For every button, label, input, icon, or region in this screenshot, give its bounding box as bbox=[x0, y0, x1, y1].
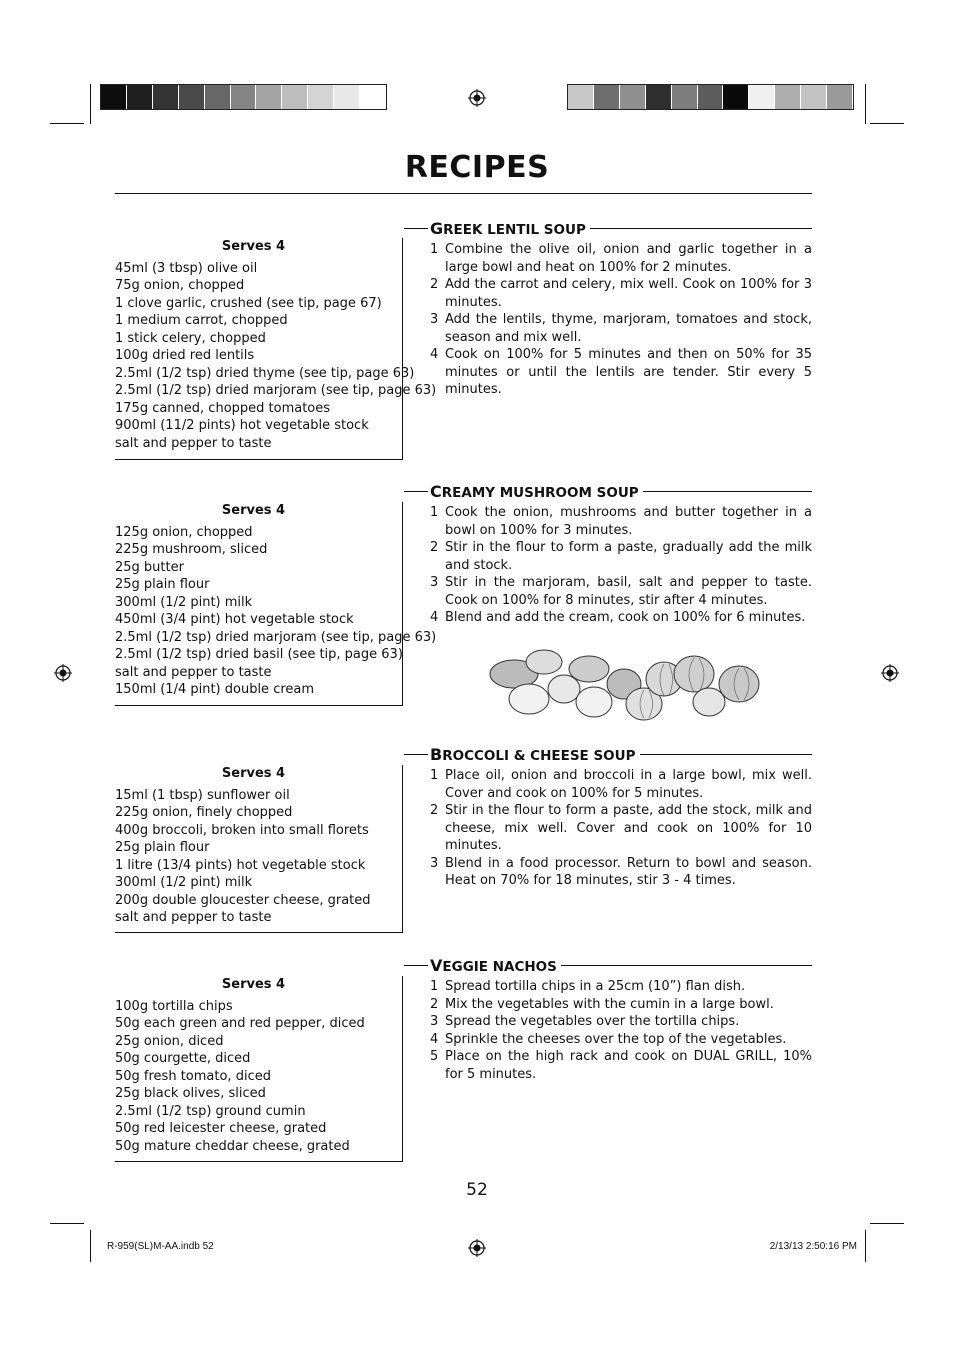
recipe-title-text bbox=[430, 745, 640, 764]
ingredient-list bbox=[115, 787, 402, 927]
ingredient-item: 50g red leicester cheese, grated bbox=[115, 1121, 327, 1136]
recipe-title-initial: G bbox=[430, 219, 444, 238]
color-swatch bbox=[205, 85, 231, 109]
ingredient-item: 300ml (1/2 pint) milk bbox=[115, 875, 253, 890]
crop-mark bbox=[870, 1223, 904, 1224]
recipe-title-rest: EGGIE NACHOS bbox=[442, 959, 557, 975]
ingredient-list bbox=[115, 260, 437, 453]
recipe-title bbox=[430, 746, 812, 764]
method-steps bbox=[430, 767, 812, 890]
recipe-title-text bbox=[430, 219, 590, 238]
ingredients-box bbox=[115, 976, 403, 1162]
ingredient-item: 1 stick celery, chopped bbox=[115, 330, 266, 346]
crop-mark bbox=[870, 123, 904, 124]
ingredient-item: 300ml (1/2 pint) milk bbox=[115, 594, 253, 610]
serves-label: Serves 4 bbox=[221, 503, 286, 518]
ingredient-item: 900ml (11/2 pints) hot vegetable stock bbox=[115, 418, 369, 433]
ingredient-item: 2.5ml (1/2 tsp) dried thyme (see tip, page 63) bbox=[115, 365, 415, 381]
method-step bbox=[430, 855, 812, 890]
color-swatch bbox=[127, 85, 153, 109]
step-number: 4 bbox=[430, 347, 439, 362]
ingredient-list bbox=[115, 998, 402, 1156]
step-text: Add the carrot and celery, mix well. Cook on 100% for 3 minutes. bbox=[445, 277, 812, 310]
ingredient-item: 2.5ml (1/2 tsp) dried marjoram (see tip, page 63) bbox=[115, 383, 437, 398]
recipe-title-rest: REAMY MUSHROOM SOUP bbox=[441, 485, 639, 501]
ingredients-box bbox=[115, 502, 437, 706]
step-text: Stir in the flour to form a paste, add the stock, milk and cheese, mix well. Cover and cook on 100% for 10 minutes. bbox=[445, 803, 812, 853]
step-number: 1 bbox=[430, 242, 439, 257]
ingredient-item: 25g plain flour bbox=[115, 840, 210, 855]
ingredient-item: salt and pepper to taste bbox=[115, 910, 272, 925]
ingredient-item: 225g mushroom, sliced bbox=[115, 542, 268, 557]
recipe-title-rest: REEK LENTIL SOUP bbox=[443, 222, 586, 238]
method-section bbox=[430, 220, 812, 399]
color-swatch bbox=[256, 85, 282, 109]
ingredient-item: 50g courgette, diced bbox=[115, 1051, 251, 1066]
method-step bbox=[430, 276, 812, 311]
step-text: Stir in the marjoram, basil, salt and pepper to taste. Cook on 100% for 8 minutes, stir after 4 minutes. bbox=[445, 575, 812, 608]
crop-mark bbox=[90, 84, 91, 124]
method-section bbox=[430, 957, 812, 1083]
title-divider bbox=[115, 193, 812, 194]
method-step bbox=[430, 539, 812, 574]
method-step bbox=[430, 1048, 812, 1083]
ingredient-item: 2.5ml (1/2 tsp) dried basil (see tip, page 63) bbox=[115, 647, 403, 662]
footer-file-info: R-959(SL)M-AA.indb 52 bbox=[107, 1241, 214, 1252]
color-swatch bbox=[360, 85, 386, 109]
crop-mark bbox=[865, 84, 866, 124]
ingredients-box bbox=[115, 238, 437, 460]
registration-mark-icon bbox=[468, 89, 486, 107]
method-step bbox=[430, 978, 812, 996]
step-text: Mix the vegetables with the cumin in a large bowl. bbox=[445, 996, 774, 1012]
step-number: 3 bbox=[430, 312, 439, 327]
crop-mark bbox=[50, 1223, 84, 1224]
step-number: 2 bbox=[430, 803, 439, 818]
method-section bbox=[430, 483, 812, 627]
ingredients-box bbox=[115, 765, 403, 933]
step-text: Spread tortilla chips in a 25cm (10”) flan dish. bbox=[445, 979, 746, 994]
color-swatch bbox=[594, 85, 620, 109]
recipe-title bbox=[430, 220, 812, 238]
recipe-title-initial: V bbox=[430, 956, 443, 975]
ingredient-item: 100g tortilla chips bbox=[115, 998, 233, 1014]
method-section bbox=[430, 746, 812, 890]
step-number: 4 bbox=[430, 1031, 439, 1047]
method-step bbox=[430, 996, 812, 1014]
step-text: Combine the olive oil, onion and garlic together in a large bowl and heat on 100% for 2 minutes. bbox=[445, 242, 812, 275]
ingredient-item: 45ml (3 tbsp) olive oil bbox=[115, 260, 258, 276]
registration-mark-icon bbox=[54, 664, 72, 682]
serves-label: Serves 4 bbox=[221, 766, 286, 781]
ingredient-item: 75g onion, chopped bbox=[115, 278, 245, 293]
ingredient-item: 1 clove garlic, crushed (see tip, page 67) bbox=[115, 295, 382, 311]
crop-mark bbox=[865, 1230, 866, 1262]
ingredient-item: 2.5ml (1/2 tsp) dried marjoram (see tip, page 63) bbox=[115, 629, 437, 645]
color-swatch bbox=[672, 85, 698, 109]
step-text: Sprinkle the cheeses over the top of the vegetables. bbox=[445, 1031, 787, 1047]
page-number: 52 bbox=[466, 1180, 488, 1200]
ingredient-item: 1 litre (13/4 pints) hot vegetable stock bbox=[115, 857, 366, 873]
recipe-title-text bbox=[430, 482, 643, 501]
step-number: 3 bbox=[430, 1014, 439, 1029]
step-text: Stir in the flour to form a paste, gradually add the milk and stock. bbox=[445, 540, 812, 573]
step-text: Place oil, onion and broccoli in a large bowl, mix well. Cover and cook on 100% for 5 minutes. bbox=[445, 768, 812, 801]
color-swatch bbox=[646, 85, 672, 109]
ingredient-item: 25g onion, diced bbox=[115, 1033, 224, 1049]
color-swatch bbox=[179, 85, 205, 109]
color-swatch bbox=[723, 85, 749, 109]
color-swatch bbox=[801, 85, 827, 109]
color-swatch bbox=[153, 85, 179, 109]
ingredient-item: 400g broccoli, broken into small florets bbox=[115, 822, 369, 838]
crop-mark bbox=[90, 1230, 91, 1262]
color-swatch bbox=[308, 85, 334, 109]
color-swatch bbox=[749, 85, 775, 109]
color-swatch bbox=[231, 85, 257, 109]
step-number: 5 bbox=[430, 1049, 439, 1064]
ingredient-list bbox=[115, 524, 437, 699]
ingredient-item: 25g black olives, sliced bbox=[115, 1086, 266, 1101]
ingredient-item: salt and pepper to taste bbox=[115, 664, 272, 680]
recipe-title bbox=[430, 483, 812, 501]
ingredient-item: 15ml (1 tbsp) sunflower oil bbox=[115, 787, 290, 803]
ingredient-item: 175g canned, chopped tomatoes bbox=[115, 400, 331, 416]
method-step bbox=[430, 504, 812, 539]
ingredient-item: 2.5ml (1/2 tsp) ground cumin bbox=[115, 1103, 306, 1119]
color-calibration-bar-left bbox=[100, 84, 387, 110]
registration-mark-icon bbox=[881, 664, 899, 682]
color-calibration-bar-right bbox=[567, 84, 854, 110]
method-step bbox=[430, 311, 812, 346]
step-number: 1 bbox=[430, 979, 439, 994]
vegetables-illustration bbox=[484, 634, 766, 726]
color-swatch bbox=[334, 85, 360, 109]
method-steps bbox=[430, 504, 812, 627]
step-text: Cook the onion, mushrooms and butter together in a bowl on 100% for 3 minutes. bbox=[445, 505, 812, 538]
step-text: Add the lentils, thyme, marjoram, tomatoes and stock, season and mix well. bbox=[445, 312, 812, 345]
heading-tick bbox=[404, 754, 428, 755]
step-text: Cook on 100% for 5 minutes and then on 50% for 35 minutes or until the lentils are tender. Stir every 5 minutes. bbox=[445, 347, 812, 397]
method-steps bbox=[430, 978, 812, 1083]
registration-mark-icon bbox=[468, 1239, 486, 1257]
heading-tick bbox=[404, 491, 428, 492]
color-swatch bbox=[827, 85, 853, 109]
ingredient-item: 200g double gloucester cheese, grated bbox=[115, 892, 371, 908]
step-number: 2 bbox=[430, 277, 439, 292]
crop-mark bbox=[50, 123, 84, 124]
recipe-title-initial: C bbox=[430, 482, 442, 501]
step-number: 2 bbox=[430, 540, 439, 555]
ingredient-item: 225g onion, finely chopped bbox=[115, 805, 293, 820]
ingredient-item: 1 medium carrot, chopped bbox=[115, 313, 288, 328]
recipe-title-text bbox=[430, 956, 561, 975]
ingredient-item: 25g butter bbox=[115, 559, 184, 575]
color-swatch bbox=[775, 85, 801, 109]
step-text: Blend in a food processor. Return to bowl and season. Heat on 70% for 18 minutes, stir 3 - 4 times. bbox=[445, 855, 812, 888]
step-number: 2 bbox=[430, 996, 439, 1012]
footer-timestamp: 2/13/13 2:50:16 PM bbox=[769, 1241, 857, 1252]
color-swatch bbox=[568, 85, 594, 109]
step-number: 1 bbox=[430, 768, 439, 783]
step-number: 3 bbox=[430, 855, 439, 871]
heading-tick bbox=[404, 965, 428, 966]
ingredient-item: 100g dried red lentils bbox=[115, 348, 255, 363]
ingredient-item: 25g plain flour bbox=[115, 577, 210, 592]
color-swatch bbox=[101, 85, 127, 109]
serves-label: Serves 4 bbox=[221, 239, 286, 254]
ingredient-item: 50g fresh tomato, diced bbox=[115, 1068, 271, 1084]
method-step bbox=[430, 609, 812, 627]
heading-tick bbox=[404, 228, 428, 229]
color-swatch bbox=[620, 85, 646, 109]
step-number: 4 bbox=[430, 610, 439, 625]
ingredient-item: 450ml (3/4 pint) hot vegetable stock bbox=[115, 612, 354, 627]
method-step bbox=[430, 767, 812, 802]
ingredient-item: 150ml (1/4 pint) double cream bbox=[115, 682, 315, 697]
step-number: 3 bbox=[430, 575, 439, 590]
step-number: 1 bbox=[430, 505, 439, 520]
step-text: Place on the high rack and cook on DUAL GRILL, 10% for 5 minutes. bbox=[445, 1049, 812, 1082]
method-step bbox=[430, 574, 812, 609]
color-swatch bbox=[698, 85, 724, 109]
ingredient-item: 125g onion, chopped bbox=[115, 524, 253, 540]
method-step bbox=[430, 1031, 812, 1049]
method-step bbox=[430, 346, 812, 399]
method-step bbox=[430, 1013, 812, 1031]
method-steps bbox=[430, 241, 812, 399]
step-text: Spread the vegetables over the tortilla chips. bbox=[445, 1014, 740, 1029]
method-step bbox=[430, 241, 812, 276]
step-text: Blend and add the cream, cook on 100% for 6 minutes. bbox=[445, 610, 806, 625]
serves-label: Serves 4 bbox=[221, 977, 286, 992]
page-title: RECIPES bbox=[404, 150, 550, 185]
color-swatch bbox=[282, 85, 308, 109]
ingredient-item: 50g each green and red pepper, diced bbox=[115, 1016, 365, 1031]
recipe-title-rest: ROCCOLI & CHEESE SOUP bbox=[442, 748, 636, 764]
method-step bbox=[430, 802, 812, 855]
ingredient-item: 50g mature cheddar cheese, grated bbox=[115, 1138, 350, 1154]
recipe-title-initial: B bbox=[430, 745, 443, 764]
ingredient-item: salt and pepper to taste bbox=[115, 435, 272, 451]
recipe-title bbox=[430, 957, 812, 975]
